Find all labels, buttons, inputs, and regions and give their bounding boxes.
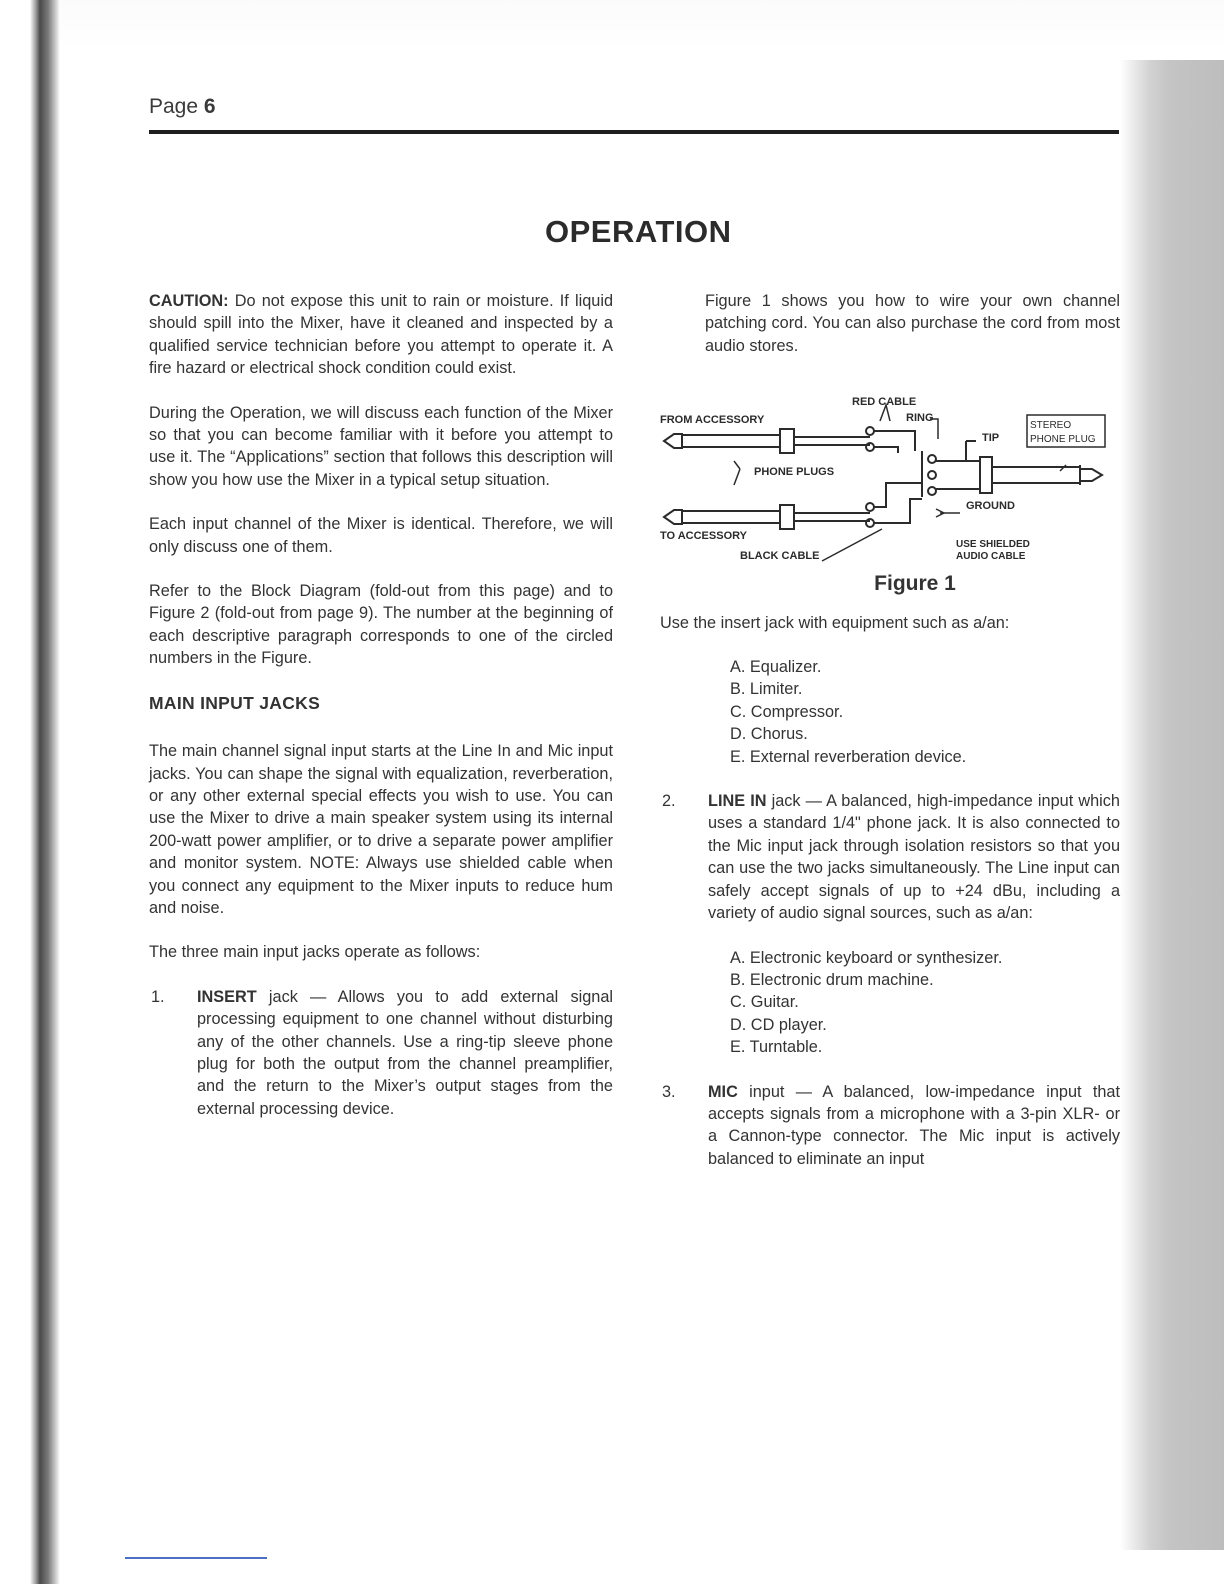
- list-item: E. Turntable.: [730, 1038, 823, 1057]
- page-number: 6: [203, 95, 216, 118]
- label-black-cable: BLACK CABLE: [740, 550, 820, 563]
- caution-text: Do not expose this unit to rain or moisture. If liquid should spill into the Mixer, have it cleaned and inspected by a qualified service technician before you attempt to operate it. A fire hazard or electrical shock condition could exist.: [149, 292, 613, 378]
- page-label: Page: [149, 95, 199, 118]
- main-input-heading: MAIN INPUT JACKS: [149, 692, 321, 713]
- list-item: E. External reverberation device.: [730, 747, 967, 766]
- identical-paragraph: Each input channel of the Mixer is identical. Therefore, we will only discuss one of them.: [149, 515, 613, 556]
- scan-top-shadow: [60, 0, 1224, 50]
- scan-bottom-mark: [125, 1557, 267, 1559]
- scan-right-shadow: [1120, 60, 1224, 1550]
- insert-equipment-list: [660, 656, 1120, 768]
- label-to-accessory: TO ACCESSORY: [660, 530, 747, 543]
- label-ring: RING: [906, 412, 934, 425]
- list-item: D. CD player.: [730, 1015, 827, 1034]
- stereo-phone-plug-icon: [922, 441, 1102, 497]
- item-insert: [149, 986, 613, 1120]
- right-column: [660, 290, 1120, 1192]
- item-lead: MIC: [708, 1082, 738, 1101]
- item-mic: [660, 1081, 1120, 1171]
- page-header: [149, 95, 216, 119]
- header-rule: [149, 130, 1119, 134]
- list-item: C. Compressor.: [730, 702, 844, 721]
- item-line-in: [660, 790, 1120, 924]
- item-text: input — A balanced, low-impedance input that accepts signals from a microphone with a 3-pin XLR- or a Cannon-type connector. The Mic input is actively balanced to eliminate an input: [708, 1082, 1120, 1168]
- label-stereo: STEREO: [1030, 420, 1072, 432]
- label-tip: TIP: [982, 432, 1000, 445]
- item-lead: LINE IN: [708, 792, 767, 811]
- label-ground: GROUND: [966, 500, 1015, 513]
- operation-paragraph: During the Operation, we will discuss each function of the Mixer so that you can become familiar with it before you attempt to use it. The “Applications” section that follows this description will show you how use the Mixer in a typical setup situation.: [149, 403, 613, 489]
- list-item: A. Equalizer.: [730, 658, 822, 677]
- item-text: jack — A balanced, high-impedance input which uses a standard 1/4" phone jack. It is also connected to the Mic input jack through isolation resistors so that you can use the two jacks simultaneously. The Line input can safely accept signals of up to +24 dBu, including a variety of audio signal sources, such as a/an:: [708, 792, 1120, 923]
- line-sources-list: [660, 947, 1120, 1059]
- insert-use-paragraph: Use the insert jack with equipment such as a/an:: [660, 613, 1010, 632]
- label-red-cable: RED CABLE: [852, 396, 917, 409]
- page-title: OPERATION: [545, 214, 732, 249]
- top-phone-plug-icon: [664, 427, 915, 453]
- item-number: 3.: [662, 1082, 676, 1101]
- list-item: B. Electronic drum machine.: [730, 970, 934, 989]
- stereo-plug-label-box: [1027, 415, 1105, 447]
- refer-paragraph: Refer to the Block Diagram (fold-out from this page) and to Figure 2 (fold-out from page 9). The number at the beginning of each descriptive paragraph corresponds to one of the circled numbers in the Figure.: [149, 582, 613, 668]
- item-number: 1.: [151, 987, 165, 1006]
- list-item: A. Electronic keyboard or synthesizer.: [730, 948, 1003, 967]
- label-phone-plugs: PHONE PLUGS: [754, 466, 835, 479]
- item-number: 2.: [662, 792, 676, 811]
- label-phone-plug: PHONE PLUG: [1030, 434, 1096, 446]
- scan-binding-edge: [0, 0, 60, 1584]
- caution-label: CAUTION:: [149, 292, 229, 310]
- item-lead: INSERT: [197, 987, 257, 1006]
- figure-caption: Figure 1: [874, 572, 956, 596]
- bottom-phone-plug-icon: [664, 483, 922, 529]
- left-column: [149, 290, 613, 1142]
- main-channel-paragraph: The main channel signal input starts at the Line In and Mic input jacks. You can shape the signal with equalization, reverberation, or any other external special effects you wish to use. You can use the Mixer to drive a main speaker system using its internal 200-watt power amplifier, or to drive a separate power amplifier and monitor system. NOTE: Always use shielded cable when you connect any equipment to the Mixer inputs to reduce hum and noise.: [149, 742, 613, 917]
- list-item: D. Chorus.: [730, 725, 808, 744]
- list-item: C. Guitar.: [730, 993, 799, 1012]
- label-use-shielded: USE SHIELDED: [956, 539, 1030, 551]
- label-audio-cable: AUDIO CABLE: [956, 551, 1026, 563]
- label-from-accessory: FROM ACCESSORY: [660, 414, 765, 427]
- list-item: B. Limiter.: [730, 680, 803, 699]
- figure-intro-paragraph: Figure 1 shows you how to wire your own channel patching cord. You can also purchase the cord from most audio stores.: [705, 292, 1120, 355]
- three-jacks-paragraph: The three main input jacks operate as follows:: [149, 943, 481, 962]
- figure-1-diagram: [660, 379, 1120, 579]
- caution-paragraph: [149, 290, 613, 380]
- patch-cord-wiring-diagram: [660, 379, 1120, 579]
- item-text: jack — Allows you to add external signal processing equipment to one channel without disturbing any of the other channels. Use a ring-tip sleeve phone plug for both the output from the channel preamplifier, and the return to the Mixer’s output stages from the external processing device.: [197, 987, 613, 1118]
